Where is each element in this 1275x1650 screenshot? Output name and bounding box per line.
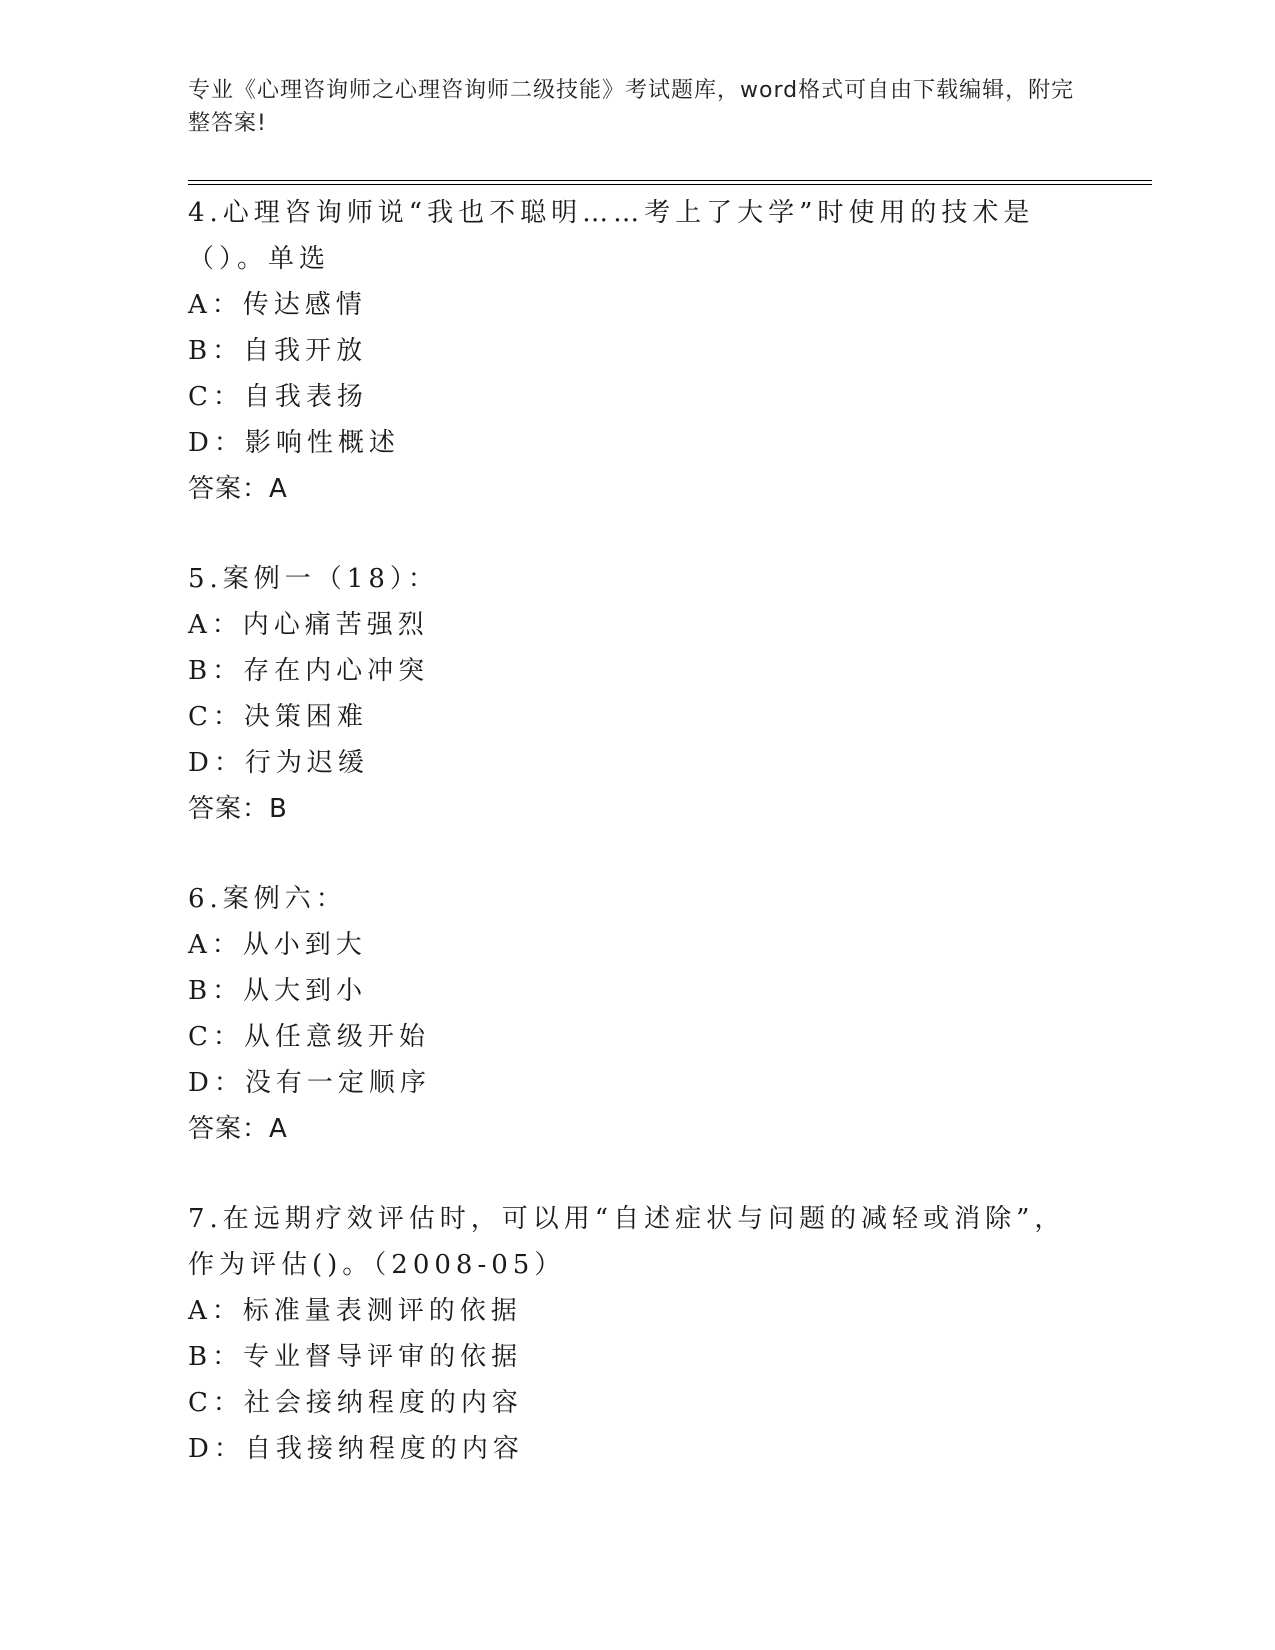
question-6 (188, 876, 1068, 1152)
option-a: A：传达感情 (188, 290, 367, 320)
option-d: D：行为迟缓 (188, 748, 369, 778)
option-a: A：标准量表测评的依据 (188, 1296, 522, 1326)
header-rule-top (188, 180, 1152, 181)
option-d: D：影响性概述 (188, 428, 400, 458)
question-stem: 7.在远期疗效评估时，可以用“自述症状与问题的减轻或消除”，作为评估()。（2008-05） (188, 1204, 1066, 1280)
option-b: B：自我开放 (188, 336, 368, 366)
header-rule-bottom (188, 184, 1152, 185)
question-4 (188, 190, 1068, 512)
option-b: B：从大到小 (188, 976, 368, 1006)
option-b: B：专业督导评审的依据 (188, 1342, 523, 1372)
option-d: D：没有一定顺序 (188, 1068, 431, 1098)
question-5 (188, 556, 1068, 832)
question-stem: 6.案例六： (188, 884, 347, 914)
option-b: B：存在内心冲突 (188, 656, 430, 686)
question-stem: 4.心理咨询师说“我也不聪明……考上了大学”时使用的技术是（）。单选 (188, 198, 1035, 274)
answer: 答案：A (188, 474, 288, 504)
option-c: C：自我表扬 (188, 382, 368, 412)
answer: 答案：A (188, 1114, 288, 1144)
option-a: A：内心痛苦强烈 (188, 610, 429, 640)
option-c: C：社会接纳程度的内容 (188, 1388, 523, 1418)
option-d: D：自我接纳程度的内容 (188, 1434, 524, 1464)
document-header: 专业《心理咨询师之心理咨询师二级技能》考试题库，word格式可自由下载编辑，附完整答案! (188, 78, 1075, 136)
question-7 (188, 1196, 1068, 1472)
answer: 答案：B (188, 794, 288, 824)
question-list (188, 190, 1068, 1516)
option-c: C：从任意级开始 (188, 1022, 430, 1052)
option-c: C：决策困难 (188, 702, 368, 732)
option-a: A：从小到大 (188, 930, 367, 960)
question-stem: 5.案例一（18）： (188, 564, 439, 594)
